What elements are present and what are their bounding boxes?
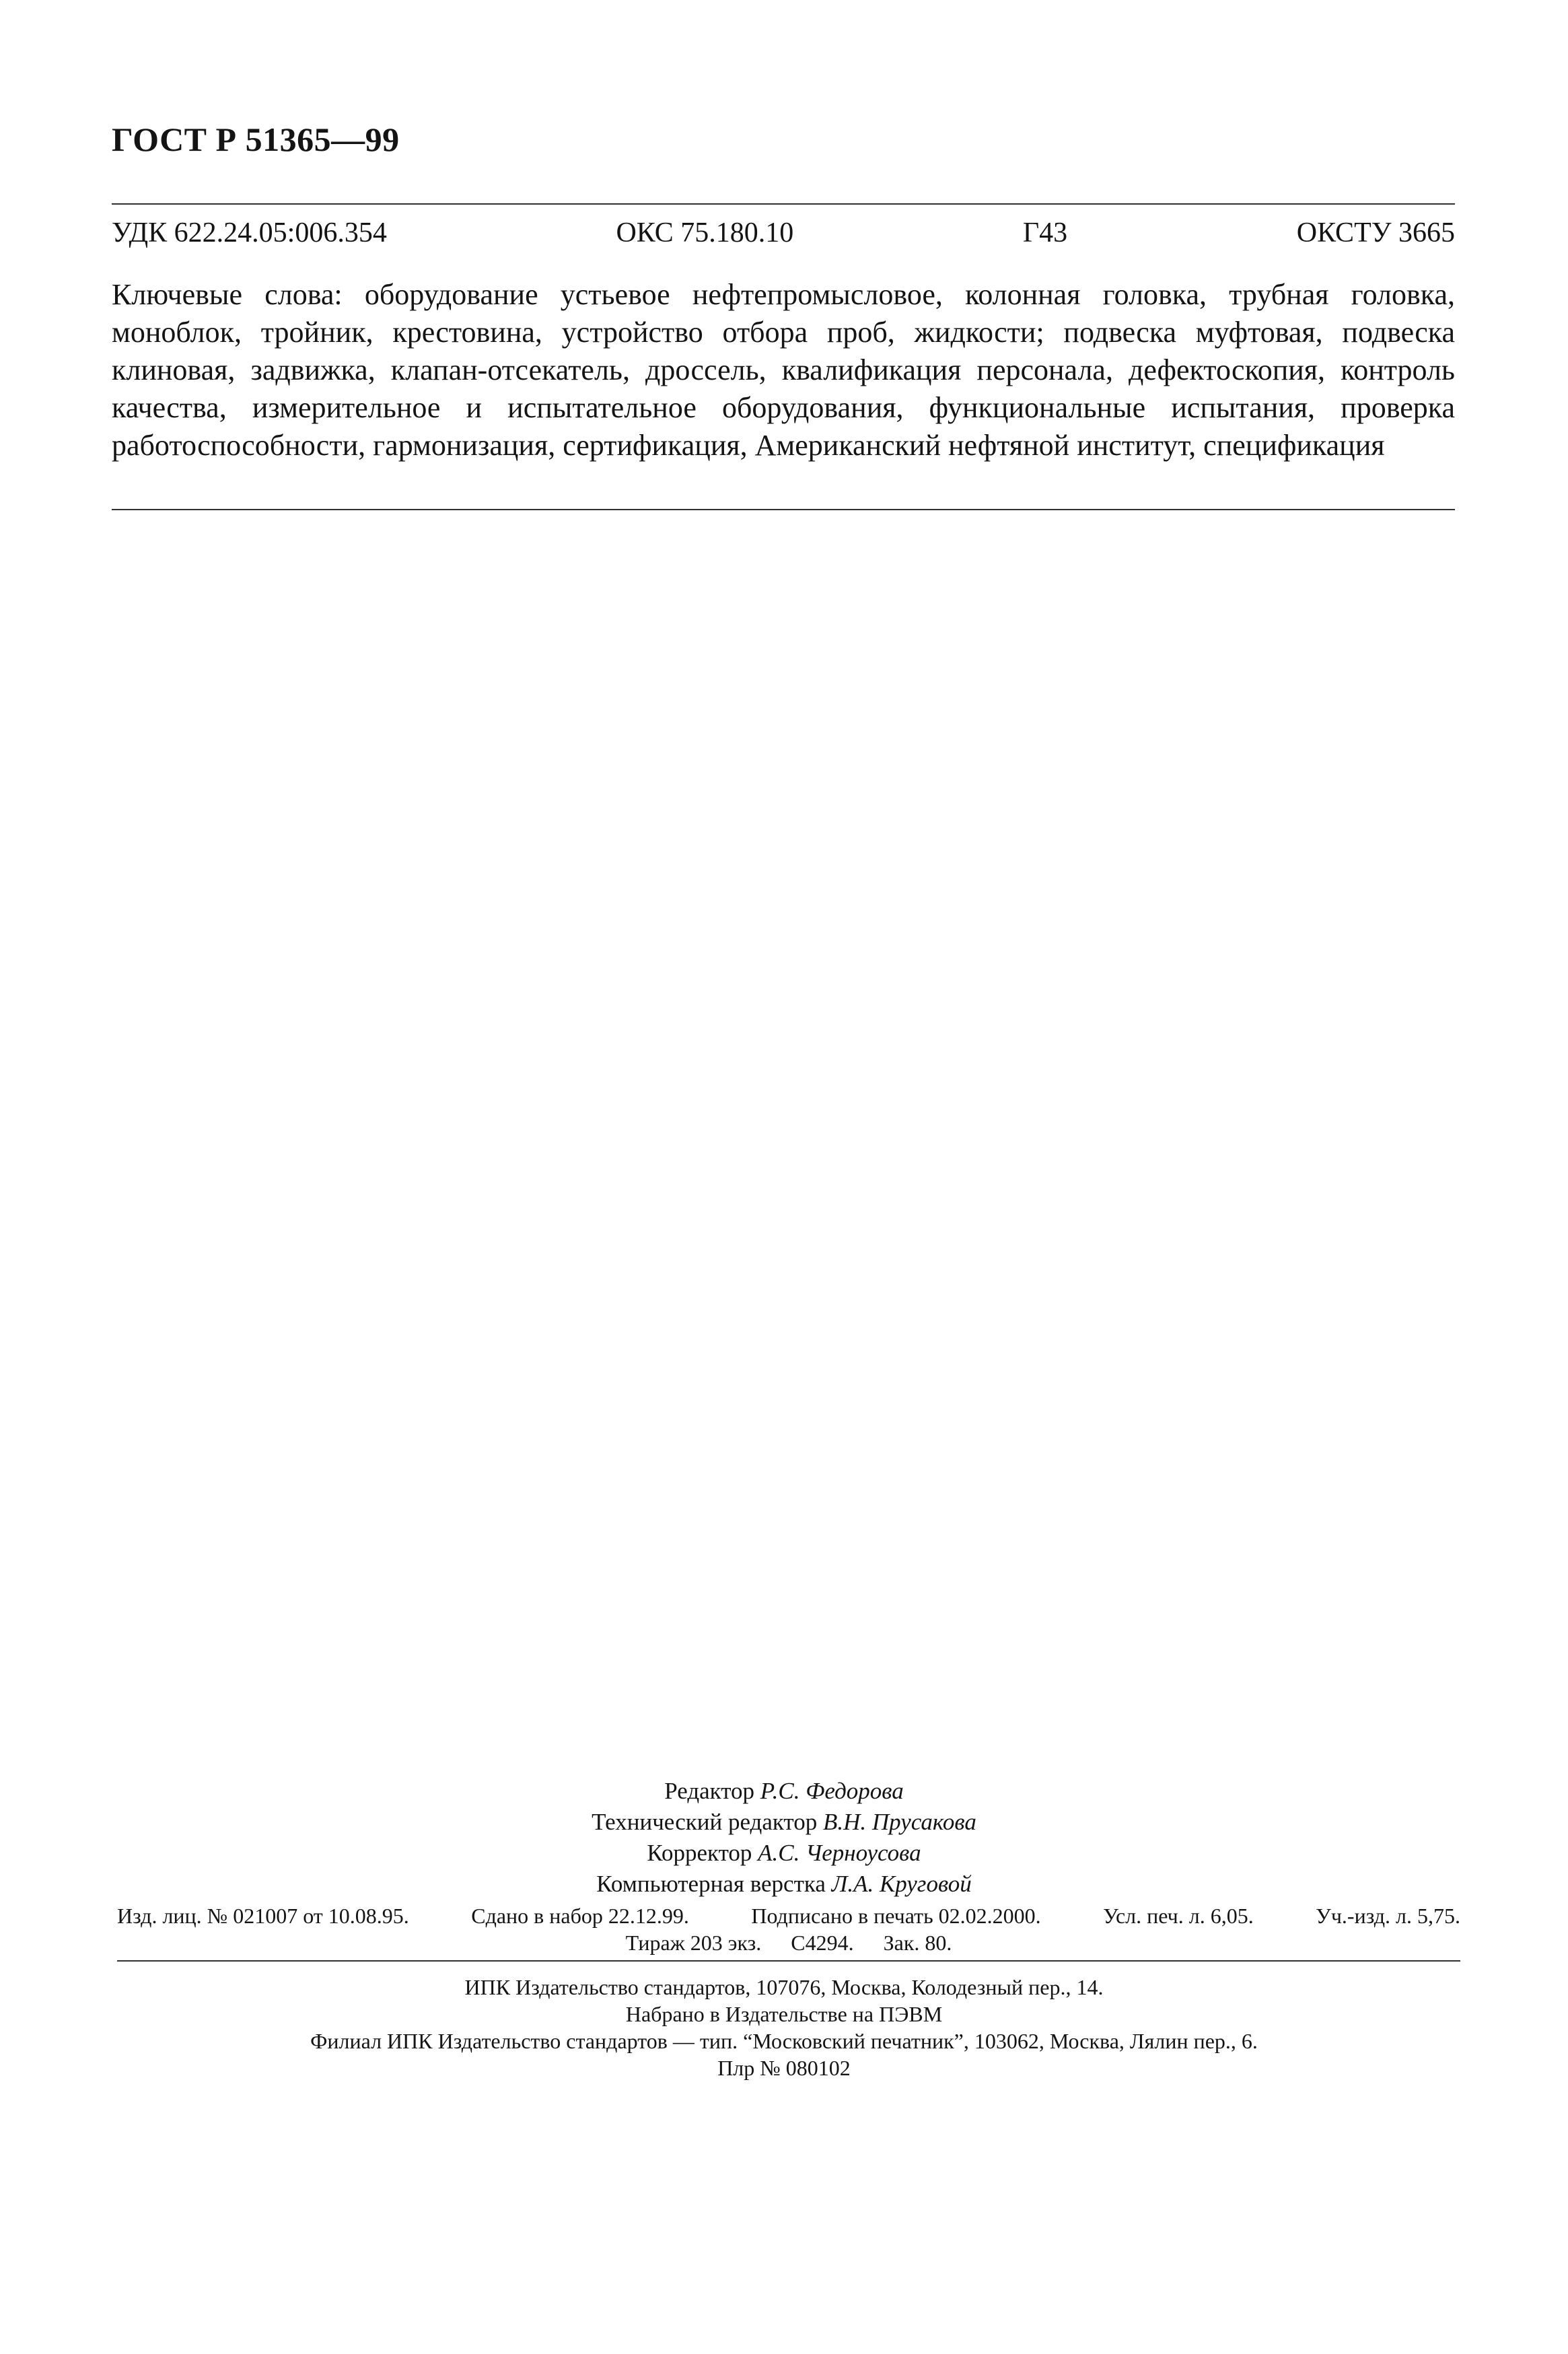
printer-line: Набрано в Издательстве на ПЭВМ (625, 2002, 943, 2026)
oks-code: ОКС 75.180.10 (616, 217, 794, 248)
top-divider (112, 203, 1455, 205)
circulation: Тираж 203 экз. (625, 1931, 762, 1955)
credit-role: Корректор (647, 1840, 752, 1866)
printer-line: Филиал ИПК Издательство стандартов — тип. “Московский печатник”, 103062, Москва, Лялин пер., 6. (310, 2029, 1258, 2053)
credit-name: Р.С. Федорова (760, 1778, 904, 1804)
classification-row (112, 217, 1455, 249)
print-sheets: Усл. печ. л. 6,05. (1103, 1904, 1254, 1928)
credit-role: Компьютерная верстка (596, 1871, 826, 1897)
credit-role: Технический редактор (592, 1809, 818, 1835)
publication-line-1 (117, 1902, 1460, 1929)
credit-name: А.С. Черноусова (758, 1840, 921, 1866)
printer-info (0, 1974, 1568, 2081)
publication-line-2 (117, 1929, 1460, 1956)
order-code: С4294. (791, 1931, 854, 1955)
credit-name: В.Н. Прусакова (823, 1809, 976, 1835)
publisher-sheets: Уч.-изд. л. 5,75. (1316, 1904, 1460, 1928)
keywords-paragraph: Ключевые слова: оборудование устьевое нефтепромысловое, колонная головка, трубная головка, моноблок, тройник, крестовина, устройство отбора проб, жидкости; подвеска муфтовая, подвеска клиновая, задвижка, клапан-отсекатель, дроссель, квалификация персонала, дефектоскопия, контроль качества, измерительное и испытательное оборудования, функциональные испытания, проверка работоспособности, гармонизация, сертификация, Американский нефтяной институт, спецификация (112, 278, 1455, 462)
credit-layout (0, 1869, 1568, 1900)
credit-role: Редактор (664, 1778, 755, 1804)
credit-editor (0, 1776, 1568, 1807)
credits-block (0, 1776, 1568, 1900)
license-info: Изд. лиц. № 021007 от 10.08.95. (117, 1904, 409, 1928)
printer-line: ИПК Издательство стандартов, 107076, Москва, Колодезный пер., 14. (464, 1975, 1104, 1999)
printer-divider (117, 1960, 1460, 1962)
group-code: Г43 (1022, 217, 1068, 248)
keywords-divider (112, 509, 1455, 510)
credit-corrector (0, 1838, 1568, 1869)
okstu-code: ОКСТУ 3665 (1296, 217, 1455, 248)
udk-code: УДК 622.24.05:006.354 (112, 217, 387, 248)
credit-name: Л.А. Круговой (831, 1871, 972, 1897)
signed-date: Подписано в печать 02.02.2000. (751, 1904, 1041, 1928)
typeset-date: Сдано в набор 22.12.99. (471, 1904, 689, 1928)
document-code: ГОСТ Р 51365—99 (112, 120, 400, 158)
publication-info (117, 1902, 1460, 1956)
order-number: Зак. 80. (883, 1931, 952, 1955)
printer-line: Плр № 080102 (717, 2056, 851, 2080)
credit-tech-editor (0, 1807, 1568, 1838)
